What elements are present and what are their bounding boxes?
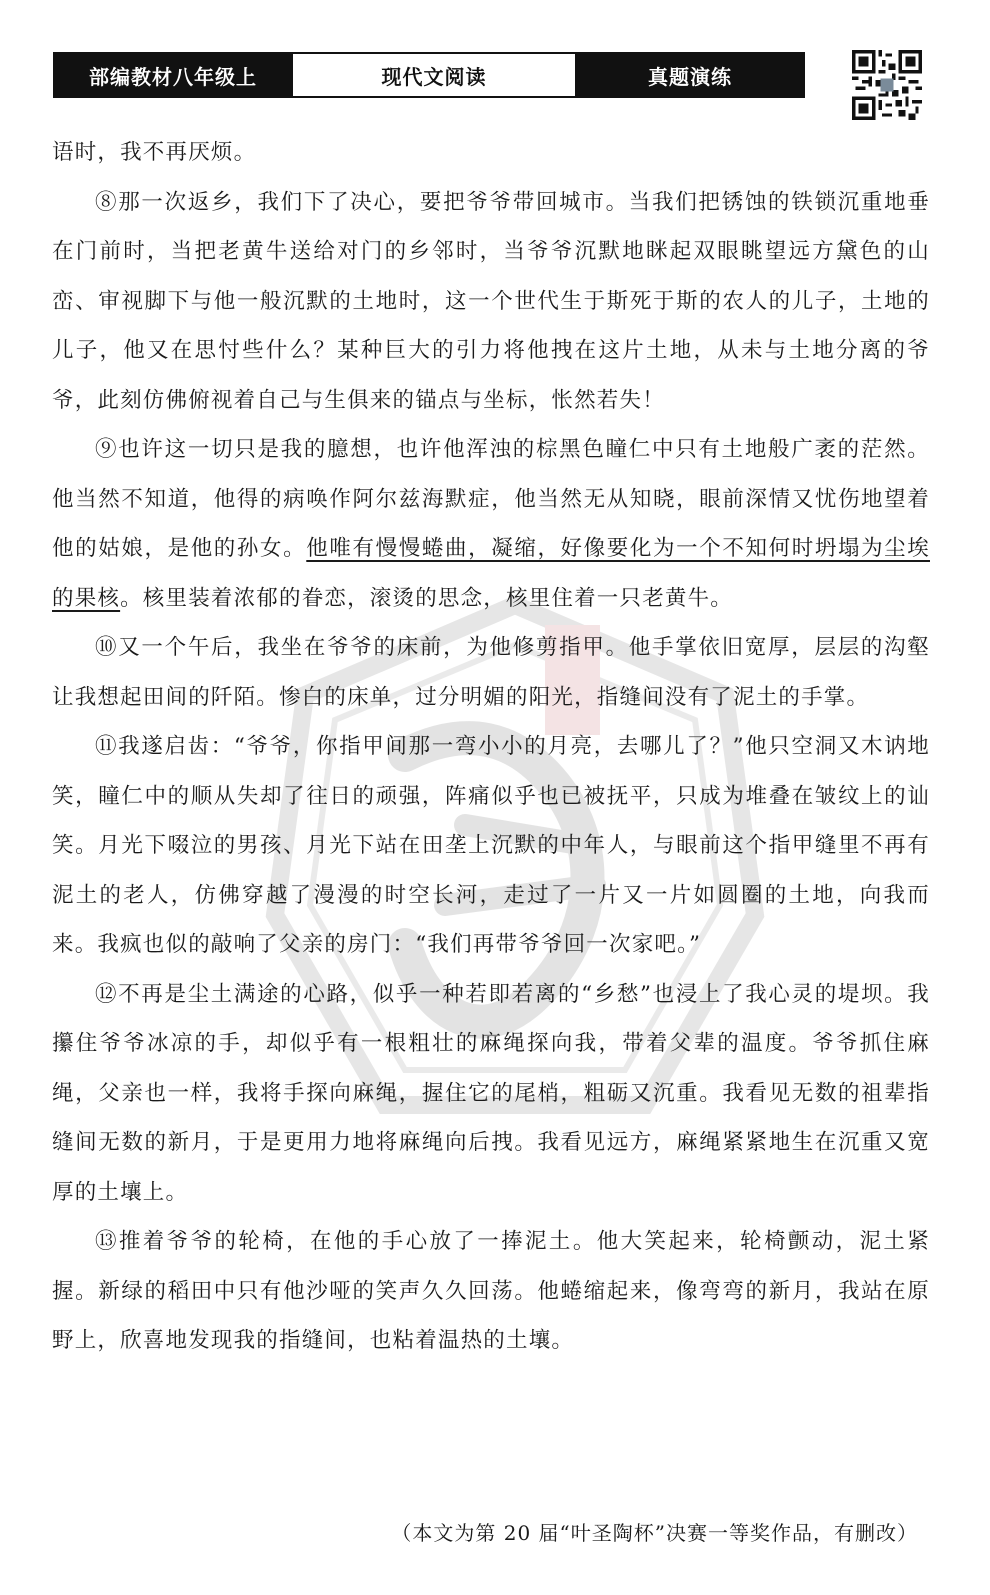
- page-header: [53, 52, 805, 98]
- paragraph-continuation: 语时，我不再厌烦。: [52, 140, 257, 165]
- header-practice-label: 真题演练: [577, 54, 803, 96]
- paragraph-10: ⑩又一个午后，我坐在爷爷的床前，为他修剪指甲。他手掌依旧宽厚，层层的沟壑让我想起田间的阡陌。惨白的床单，过分明媚的阳光，指缝间没有了泥土的手掌。: [52, 635, 930, 710]
- paragraph-12: ⑫不再是尘土满途的心路，似乎一种若即若离的“乡愁”也浸上了我心灵的堤坝。我攥住爷爷冰凉的手，却似乎有一根粗壮的麻绳探向我，带着父辈的温度。爷爷抓住麻绳，父亲也一样，我将手探向麻绳，握住它的尾梢，粗砺又沉重。我看见无数的祖辈指缝间无数的新月，于是更用力地将麻绳向后拽。我看见远方，麻绳紧紧地生在沉重又宽厚的土壤上。: [52, 981, 930, 1205]
- paragraph-9-tail: 。核里装着浓郁的眷恋，滚烫的思念，核里住着一只老黄牛。: [120, 585, 734, 611]
- paragraph-9: [52, 425, 930, 623]
- header-grade-label: 部编教材八年级上: [55, 54, 291, 96]
- source-note: （本文为第 20 届“叶圣陶杯”决赛一等奖作品，有删改）: [391, 1521, 918, 1545]
- paragraph-8: ⑧那一次返乡，我们下了决心，要把爷爷带回城市。当我们把锈蚀的铁锁沉重地垂在门前时，当把老黄牛送给对门的乡邻时，当爷爷沉默地眯起双眼眺望远方黛色的山峦、审视脚下与他一般沉默的土地时，这一个世代生于斯死于斯的农人的儿子，土地的儿子，他又在思忖些什么？某种巨大的引力将他拽在这片土地，从未与土地分离的爷爷，此刻仿佛俯视着自己与生俱来的锚点与坐标，怅然若失！: [52, 189, 930, 413]
- paragraph-9-text: ⑨也许这一切只是我的臆想，也许他浑浊的棕黑色瞳仁中只有土地般广袤的茫然。他当然不知道，他得的病唤作阿尔兹海默症，他当然无从知晓，眼前深情又忧伤地望着他的姑娘，是他的孙女。: [52, 437, 930, 561]
- qr-code-icon: [852, 50, 922, 120]
- header-section-label: 现代文阅读: [291, 54, 577, 96]
- paragraph-13: ⑬推着爷爷的轮椅，在他的手心放了一捧泥土。他大笑起来，轮椅颤动，泥土紧握。新绿的稻田中只有他沙哑的笑声久久回荡。他蜷缩起来，像弯弯的新月，我站在原野上，欣喜地发现我的指缝间，也粘着温热的土壤。: [52, 1229, 930, 1353]
- article-body: [52, 128, 930, 1366]
- paragraph-11: ⑪我遂启齿：“爷爷，你指甲间那一弯小小的月亮，去哪儿了？”他只空洞又木讷地笑，瞳仁中的顺从失却了往日的顽强，阵痛似乎也已被抚平，只成为堆叠在皱纹上的讪笑。月光下啜泣的男孩、月光下站在田垄上沉默的中年人，与眼前这个指甲缝里不再有泥土的老人，仿佛穿越了漫漫的时空长河，走过了一片又一片如圆圈的土地，向我而来。我疯也似的敲响了父亲的房门：“我们再带爷爷回一次家吧。”: [52, 734, 930, 957]
- underlined-sentence: 他唯有慢慢蜷曲，凝缩，好像要化为一个不知何时坍塌为尘埃的果核: [52, 536, 930, 611]
